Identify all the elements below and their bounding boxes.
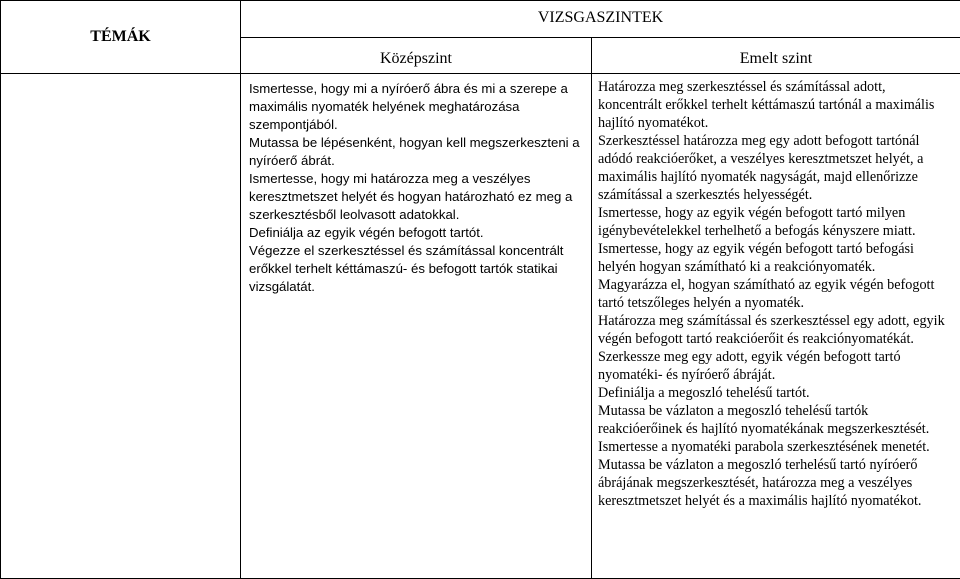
advanced-item: Mutassa be vázlaton a megoszló tehelésű tartók reakcióerőinek és hajlító nyomatékának megszerkesztését. bbox=[598, 403, 930, 437]
intermediate-item: Definiálja az egyik végén befogott tartót. bbox=[249, 225, 484, 240]
intermediate-item: Mutassa be lépésenként, hogyan kell megszerkeszteni a nyíróerő ábrát. bbox=[249, 135, 580, 168]
intermediate-level-header: Középszint bbox=[241, 38, 592, 74]
advanced-item: Határozza meg szerkesztéssel és számítással adott, koncentrált erőkkel terhelt kéttámaszú tartónál a maximális hajlító nyomatékot. bbox=[598, 79, 935, 131]
advanced-item: Ismertesse, hogy az egyik végén befogott tartó befogási helyén hogyan számítható ki a reakciónyomaték. bbox=[598, 241, 914, 275]
topics-cell bbox=[1, 74, 241, 579]
advanced-item: Ismertesse, hogy az egyik végén befogott tartó milyen igénybevételekkel terhelhető a befogás kényszere miatt. bbox=[598, 205, 916, 239]
advanced-item: Ismertesse a nyomatéki parabola szerkesztésének menetét. bbox=[598, 439, 930, 455]
advanced-item: Magyarázza el, hogyan számítható az egyik végén befogott tartó tetszőleges helyén a nyomaték. bbox=[598, 277, 935, 311]
intermediate-item: Végezze el szerkesztéssel és számítással koncentrált erőkkel terhelt kéttámaszú- és befogott tartók statikai vizsgálatát. bbox=[249, 243, 564, 294]
advanced-item: Definiálja a megoszló tehelésű tartót. bbox=[598, 385, 810, 401]
advanced-level-header: Emelt szint bbox=[592, 38, 960, 74]
intermediate-item: Ismertesse, hogy mi a nyíróerő ábra és mi a szerepe a maximális nyomaték helyének meghatározása szempontjából. bbox=[249, 81, 568, 132]
advanced-item: Mutassa be vázlaton a megoszló terhelésű tartó nyíróerő ábrájának megszerkesztését, határozza meg a veszélyes keresztmetszet helyét és a maximális hajlító nyomatékot. bbox=[598, 457, 922, 509]
exam-levels-header: VIZSGASZINTEK bbox=[241, 1, 960, 38]
advanced-item: Szerkesztéssel határozza meg egy adott befogott tartónál adódó reakcióerőket, a veszélyes keresztmetszet helyét, a maximális hajlító nyomaték nagyságát, majd ellenőrizze számítással a szerkesztés helyességét. bbox=[598, 133, 924, 203]
topics-header: TÉMÁK bbox=[1, 1, 241, 74]
intermediate-level-cell bbox=[241, 74, 592, 579]
advanced-level-cell bbox=[592, 74, 960, 579]
intermediate-item: Ismertesse, hogy mi határozza meg a veszélyes keresztmetszet helyét és hogyan határozható ez meg a szerkesztésből leolvasott adatokkal. bbox=[249, 171, 573, 222]
advanced-item: Határozza meg számítással és szerkesztéssel egy adott, egyik végén befogott tartó reakcióerőit és reakciónyomatékát. bbox=[598, 313, 945, 347]
advanced-item: Szerkessze meg egy adott, egyik végén befogott tartó nyomatéki- és nyíróerő ábráját. bbox=[598, 349, 901, 383]
